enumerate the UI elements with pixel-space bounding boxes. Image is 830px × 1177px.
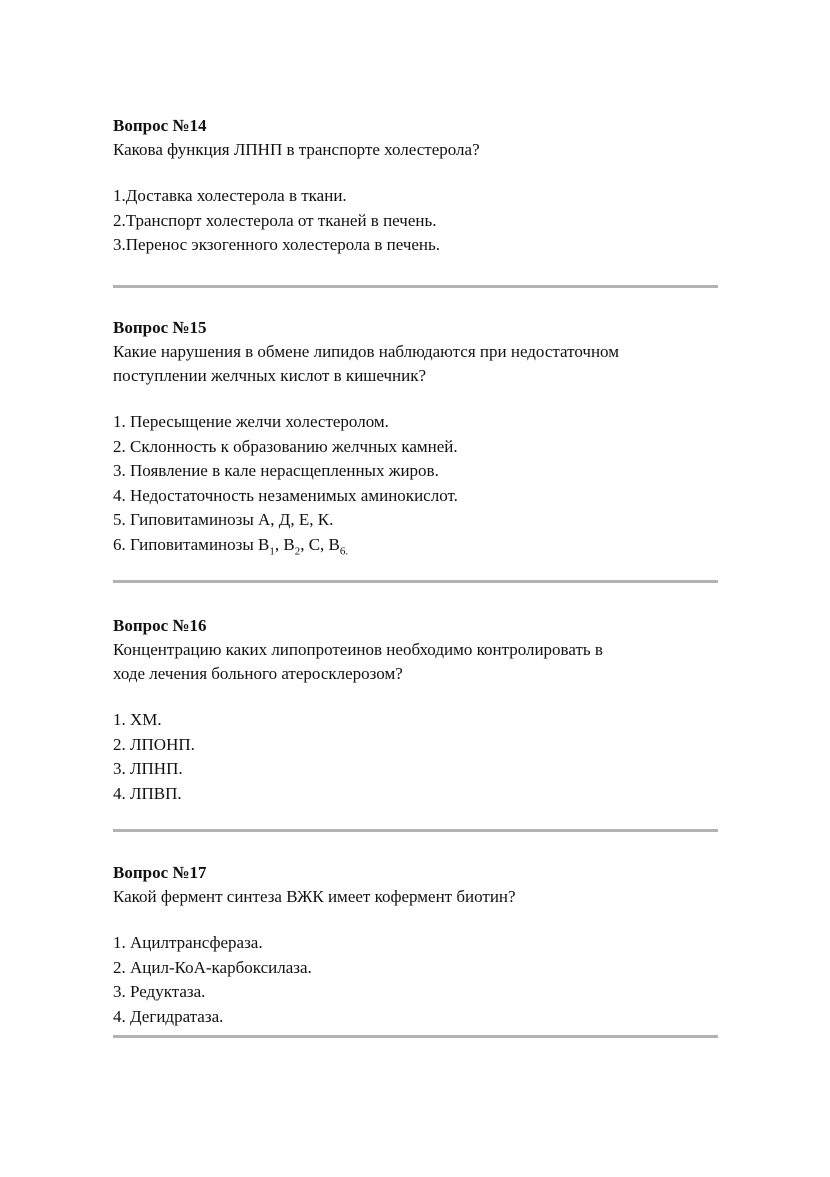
answer-options — [113, 708, 733, 806]
question-text: Концентрацию каких липопротеинов необходимо контролировать в — [113, 640, 603, 659]
answer-option: 2.Транспорт холестерола от тканей в печень. — [113, 210, 437, 230]
option-text: , B — [274, 534, 295, 554]
subscript: 6. — [339, 544, 349, 557]
answer-option: 3. Появление в кале нерасщепленных жиров. — [113, 461, 439, 480]
divider — [113, 829, 718, 832]
answer-options — [113, 931, 733, 1029]
question-title: Вопрос №14 — [113, 116, 207, 135]
answer-option: 2. Ацил-КоА-карбоксилаза. — [113, 957, 312, 977]
answer-option: 4. Дегидратаза. — [113, 1006, 224, 1026]
question-text: Какова функция ЛПНП в транспорте холестерола? — [113, 140, 480, 159]
option-text: , C, B — [300, 534, 340, 554]
question-17 — [113, 861, 733, 1029]
question-14 — [113, 114, 733, 258]
option-text: 6. Гиповитаминозы B — [113, 534, 270, 554]
question-text: Какой фермент синтеза ВЖК имеет кофермент биотин? — [113, 887, 516, 906]
answer-option: 2. ЛПОНП. — [113, 734, 195, 754]
answer-option: 3. ЛПНП. — [113, 759, 183, 778]
question-16 — [113, 614, 733, 806]
divider — [113, 1035, 718, 1038]
answer-option: 3.Перенос экзогенного холестерола в печень. — [113, 235, 441, 254]
answer-option: 4. ЛПВП. — [113, 783, 182, 803]
divider — [113, 285, 718, 288]
question-title: Вопрос №15 — [113, 318, 207, 337]
answer-option: 1. ХМ. — [113, 710, 162, 729]
question-text: Какие нарушения в обмене липидов наблюдаются при недостаточном — [113, 342, 619, 361]
question-text: поступлении желчных кислот в кишечник? — [113, 366, 427, 385]
question-title: Вопрос №16 — [113, 616, 207, 635]
answer-option: 5. Гиповитаминозы А, Д, Е, К. — [113, 510, 334, 529]
question-15 — [113, 316, 733, 557]
question-text: ходе лечения больного атеросклерозом? — [113, 664, 403, 683]
answer-option: 1.Доставка холестерола в ткани. — [113, 186, 347, 205]
answer-option: 4. Недостаточность незаменимых аминокислот. — [113, 485, 458, 505]
subscript: 2 — [294, 544, 301, 557]
question-title: Вопрос №17 — [113, 863, 207, 882]
divider — [113, 580, 718, 583]
subscript: 1 — [269, 544, 275, 557]
answer-option: 1. Ацилтрансфераза. — [113, 933, 263, 952]
answer-options — [113, 184, 733, 258]
answer-option: 3. Редуктаза. — [113, 982, 206, 1001]
answer-option: 1. Пересыщение желчи холестеролом. — [113, 412, 389, 431]
answer-option: 2. Склонность к образованию желчных камней. — [113, 436, 458, 456]
answer-options — [113, 410, 733, 557]
answer-option-6 — [113, 533, 733, 558]
